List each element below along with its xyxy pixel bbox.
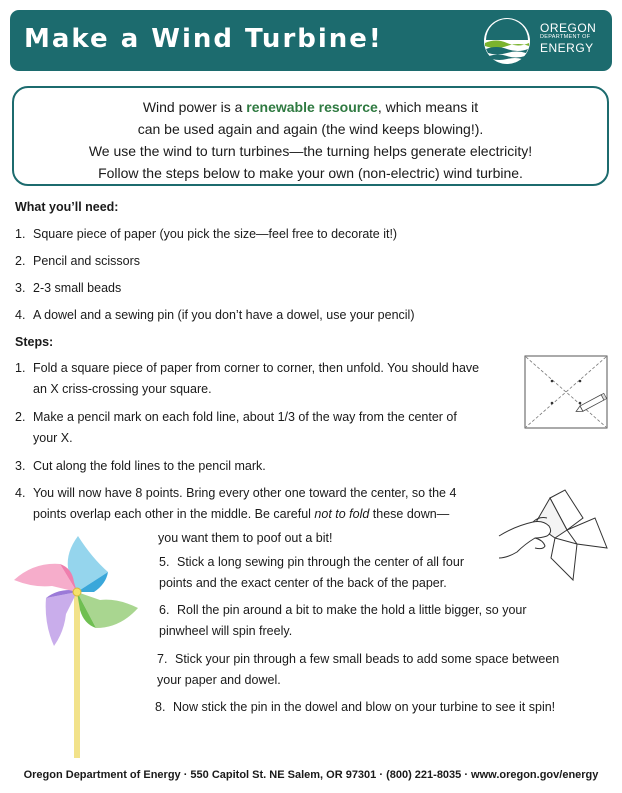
intro-line-2: can be used again and again (the wind keeps blowing!). bbox=[137, 121, 484, 137]
need-item bbox=[15, 305, 414, 326]
step-number: 5. bbox=[159, 555, 170, 569]
step-5 bbox=[159, 552, 464, 594]
item-number: 1. bbox=[15, 227, 26, 241]
need-item bbox=[15, 251, 140, 272]
step-text: points and the exact center of the back of the paper. bbox=[159, 576, 447, 590]
intro-line-4: Follow the steps below to make your own (non-electric) wind turbine. bbox=[98, 165, 523, 181]
sun-wave-logo-icon bbox=[480, 16, 536, 66]
step-text: these down— bbox=[369, 507, 450, 521]
step-text: Fold a square piece of paper from corner to corner, then unfold. You should have bbox=[33, 361, 480, 375]
step-text: an X criss-crossing your square. bbox=[33, 382, 212, 396]
step-7 bbox=[157, 649, 559, 691]
step-2 bbox=[15, 407, 515, 449]
step-6 bbox=[159, 600, 527, 642]
step-text: Now stick the pin in the dowel and blow on your turbine to see it spin! bbox=[173, 700, 556, 714]
needs-heading: What you’ll need: bbox=[15, 200, 119, 214]
step-text: points overlap each other in the middle. Be careful bbox=[33, 507, 315, 521]
step-number: 3. bbox=[15, 459, 26, 473]
step-text: your X. bbox=[33, 431, 73, 445]
pinwheel-illustration-icon bbox=[10, 528, 145, 760]
intro-line-3: We use the wind to turn turbines—the turning helps generate electricity! bbox=[88, 143, 533, 159]
step-text: Roll the pin around a bit to make the hold a little bigger, so your bbox=[177, 603, 527, 617]
step-number: 6. bbox=[159, 603, 170, 617]
step-number: 1. bbox=[15, 361, 26, 375]
footer-contact: Oregon Department of Energy · 550 Capitol St. NE Salem, OR 97301 · (800) 221-8035 · www.oregon.gov/energy bbox=[23, 769, 599, 781]
step-3 bbox=[15, 456, 266, 477]
step-1 bbox=[15, 358, 515, 400]
need-item bbox=[15, 278, 121, 299]
step-text: pinwheel will spin freely. bbox=[159, 624, 293, 638]
step-text: Make a pencil mark on each fold line, about 1/3 of the way from the center of bbox=[33, 410, 457, 424]
renewable-resource-highlight: renewable resource bbox=[246, 99, 378, 115]
step-number: 4. bbox=[15, 486, 26, 500]
oregon-energy-logo bbox=[480, 16, 608, 66]
item-number: 3. bbox=[15, 281, 26, 295]
step-8 bbox=[155, 697, 555, 718]
step-text: your paper and dowel. bbox=[157, 673, 281, 687]
step-text: Cut along the fold lines to the pencil mark. bbox=[33, 459, 266, 473]
step-number: 8. bbox=[155, 700, 166, 714]
step-text: You will now have 8 points. Bring every other one toward the center, so the 4 bbox=[33, 486, 457, 500]
step-text-emphasis: not to fold bbox=[314, 507, 370, 521]
step-number: 2. bbox=[15, 410, 26, 424]
hand-folding-paper-icon bbox=[495, 488, 611, 590]
item-number: 4. bbox=[15, 308, 26, 322]
steps-heading: Steps: bbox=[15, 335, 54, 349]
step-text: Stick a long sewing pin through the center of all four bbox=[177, 555, 464, 569]
page-title: Make a Wind Turbine! bbox=[24, 24, 383, 54]
item-text: Pencil and scissors bbox=[33, 254, 140, 268]
step-text: Stick your pin through a few small beads to add some space between bbox=[175, 652, 560, 666]
item-text: 2-3 small beads bbox=[33, 281, 122, 295]
step-number: 7. bbox=[157, 652, 168, 666]
folded-square-diagram-icon bbox=[524, 355, 608, 429]
need-item bbox=[15, 224, 397, 245]
item-text: A dowel and a sewing pin (if you don’t have a dowel, use your pencil) bbox=[33, 308, 415, 322]
intro-line-1 bbox=[14, 96, 607, 118]
intro-box bbox=[12, 86, 609, 186]
logo-line-energy: ENERGY bbox=[540, 40, 594, 55]
logo-line-oregon: OREGON bbox=[540, 21, 597, 35]
item-text: Square piece of paper (you pick the size—feel free to decorate it!) bbox=[33, 227, 398, 241]
item-number: 2. bbox=[15, 254, 26, 268]
logo-line-department: DEPARTMENT OF bbox=[540, 34, 591, 40]
intro-text: Wind power is a bbox=[142, 99, 247, 115]
step-text: you want them to poof out a bit! bbox=[158, 531, 333, 545]
intro-text: , which means it bbox=[377, 99, 479, 115]
logo-text bbox=[540, 22, 596, 54]
header-banner bbox=[10, 10, 612, 71]
